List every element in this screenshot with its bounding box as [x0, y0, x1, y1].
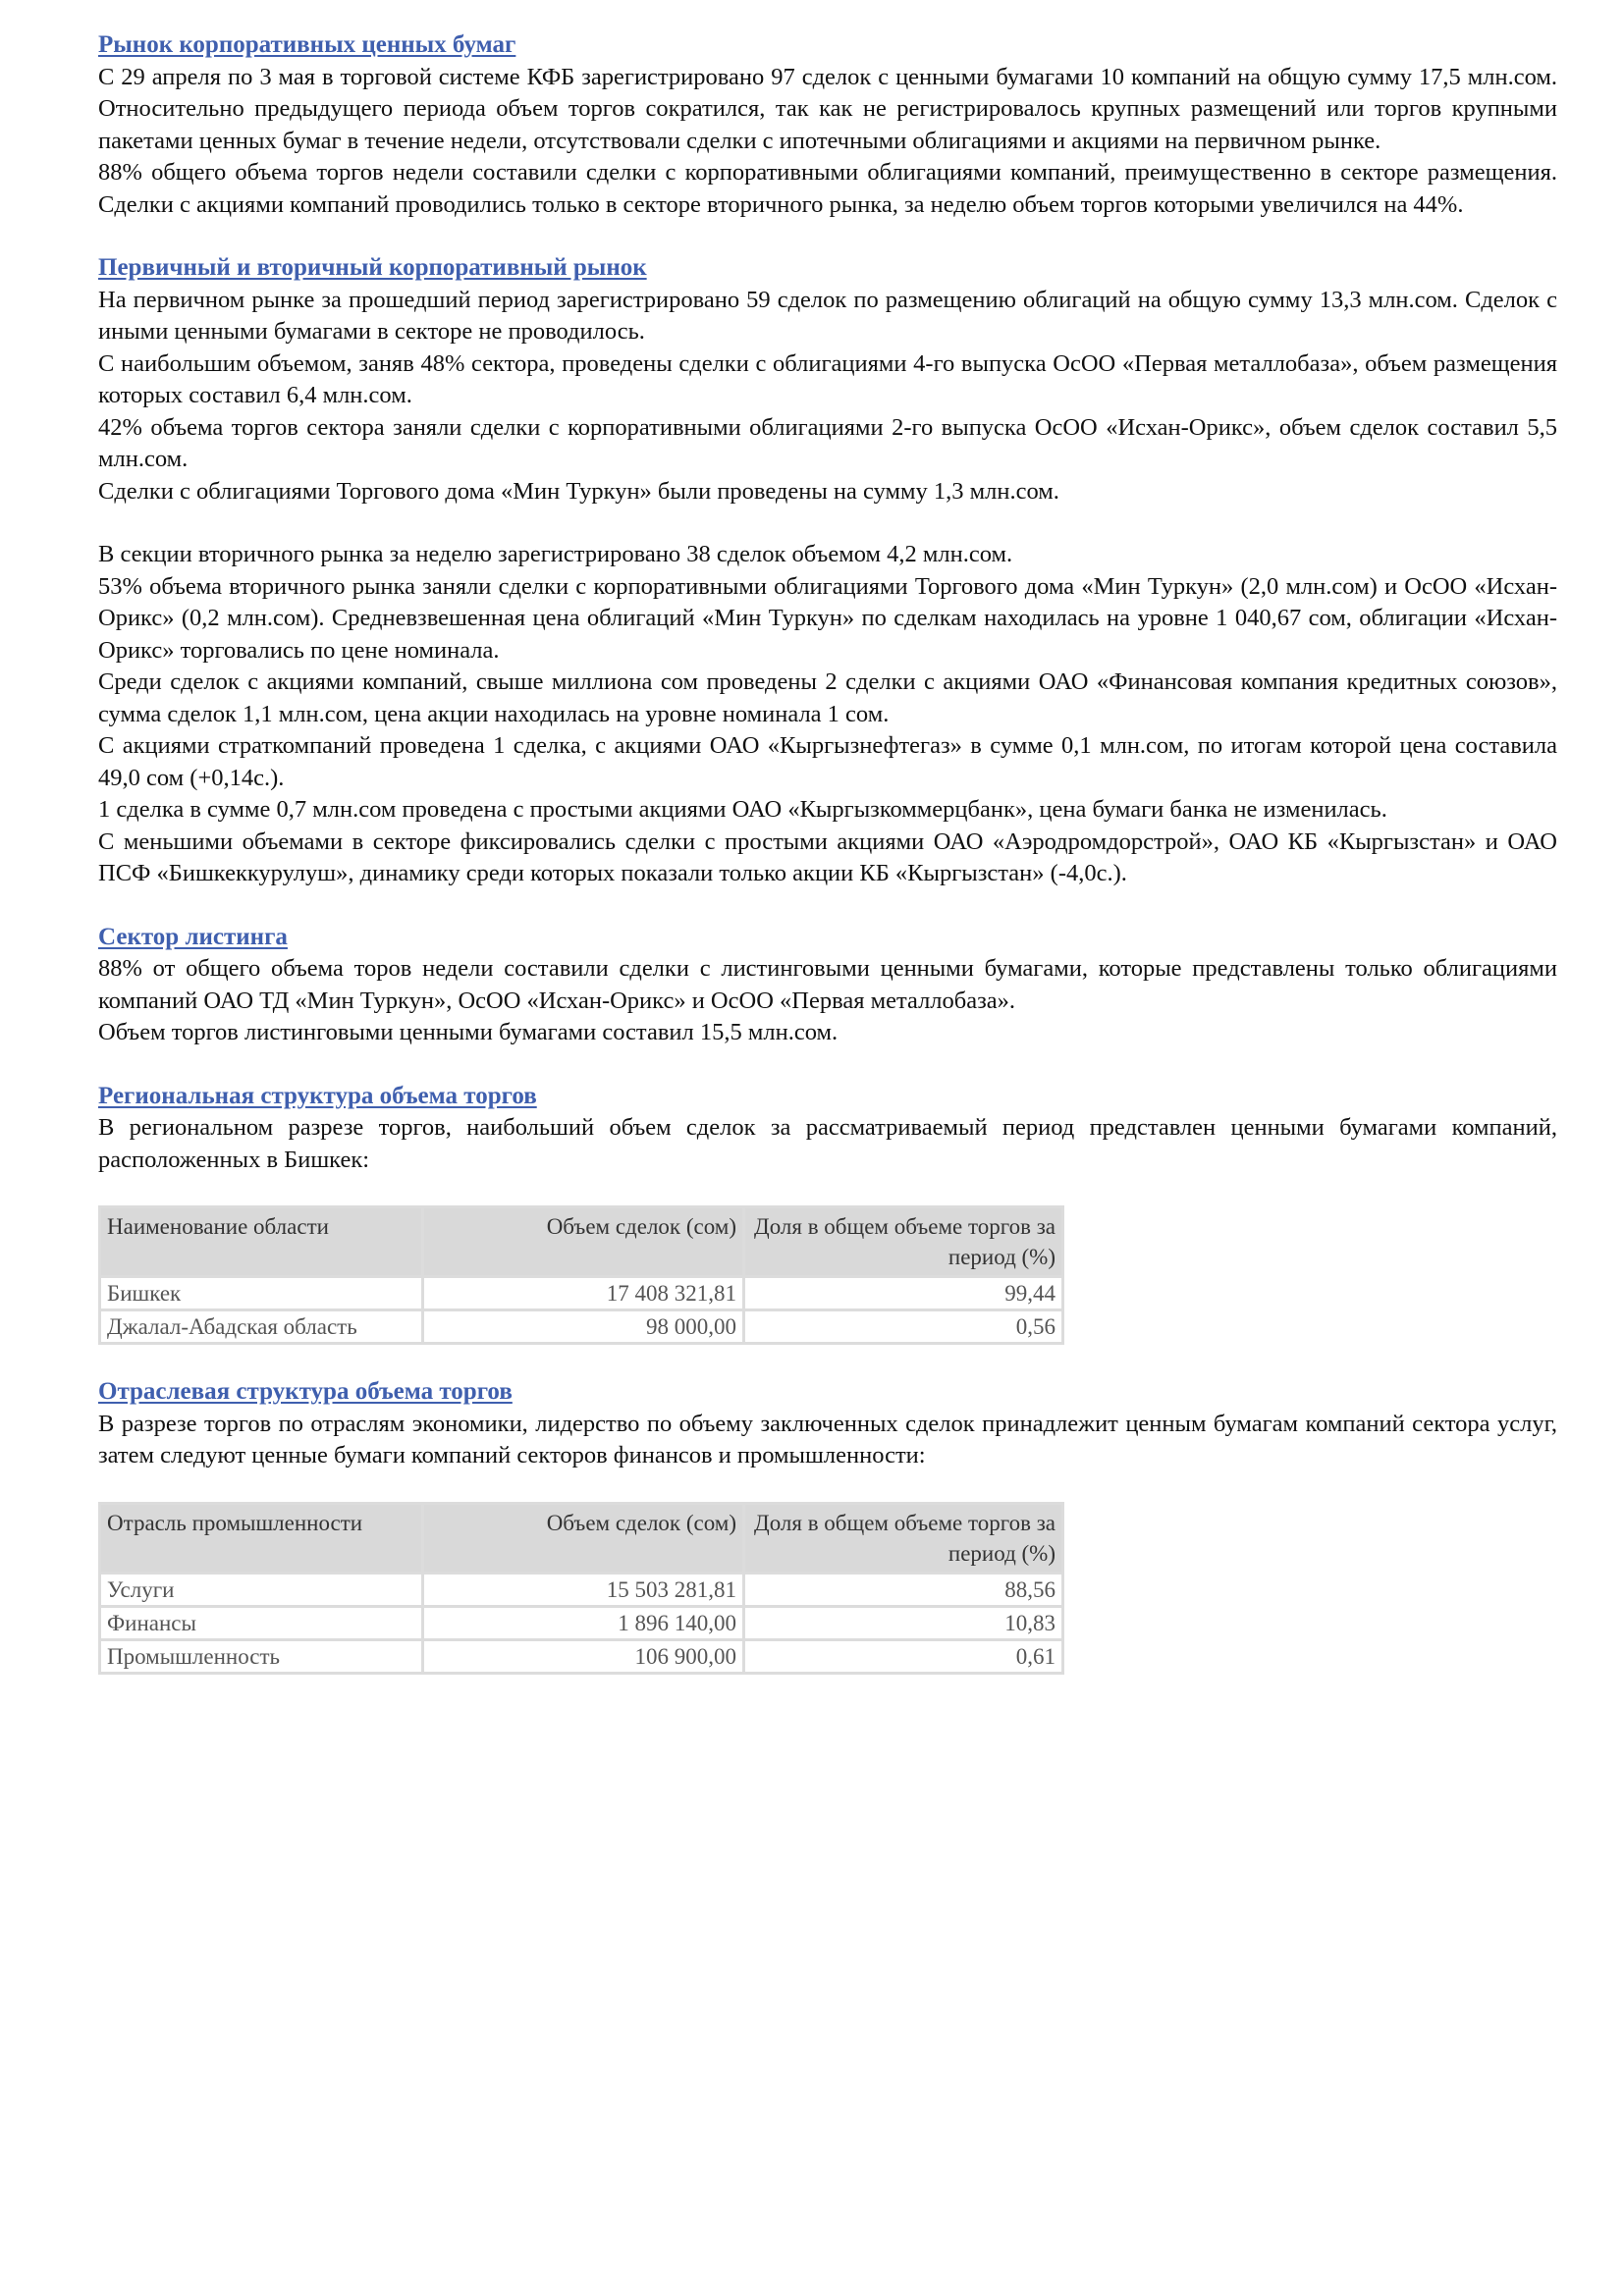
paragraph: 42% объема торгов сектора заняли сделки с корпоративными облигациями 2-го выпуска ОсОО «Исхан-Орикс», объем сделок составил 5,5 млн.сом. — [98, 413, 1557, 472]
table-cell: Финансы — [100, 1606, 423, 1639]
table-header-row — [100, 1503, 1063, 1573]
table-header-row — [100, 1207, 1063, 1277]
table-cell: 10,83 — [744, 1606, 1063, 1639]
table-cell: 1 896 140,00 — [423, 1606, 744, 1639]
table-row — [100, 1573, 1063, 1606]
paragraph: В секции вторичного рынка за неделю зарегистрировано 38 сделок объемом 4,2 млн.сом. — [98, 541, 1013, 567]
section-title-regional: Региональная структура объема торгов — [98, 1082, 537, 1109]
paragraph: В разрезе торгов по отраслям экономики, лидерство по объему заключенных сделок принадлежит ценным бумагам компаний сектора услуг, затем следуют ценные бумаги компаний секторов финансов и промышленности: — [98, 1410, 1557, 1468]
table-row — [100, 1639, 1063, 1673]
table-row — [100, 1606, 1063, 1639]
section-title-listing: Сектор листинга — [98, 923, 288, 950]
column-header: Отрасль промышленности — [100, 1503, 423, 1573]
table-cell: 15 503 281,81 — [423, 1573, 744, 1606]
column-header: Объем сделок (сом) — [423, 1207, 744, 1277]
paragraph: 53% объема вторичного рынка заняли сделки с корпоративными облигациями Торгового дома «Мин Туркун» (2,0 млн.сом) и ОсОО «Исхан-Орикс» (0,2 млн.сом). Средневзвешенная цена облигаций «Мин Туркун» по сделкам находилась на уровне 1 040,67 сом, облигации «Исхан-Орикс» торговались по цене номинала. — [98, 572, 1557, 664]
table-cell: 0,61 — [744, 1639, 1063, 1673]
table-cell: 106 900,00 — [423, 1639, 744, 1673]
paragraph: На первичном рынке за прошедший период зарегистрировано 59 сделок по размещению облигаций на общую сумму 13,3 млн.сом. Сделок с иными ценными бумагами в секторе не проводилось. — [98, 286, 1557, 345]
column-header: Наименование области — [100, 1207, 423, 1277]
paragraph: В региональном разрезе торгов, наибольший объем сделок за рассматриваемый период представлен ценными бумагами компаний, расположенных в Бишкек: — [98, 1114, 1557, 1173]
section-title-primary-secondary: Первичный и вторичный корпоративный рынок — [98, 254, 647, 281]
column-header: Доля в общем объеме торгов за период (%) — [744, 1207, 1063, 1277]
section-title-sector: Отраслевая структура объема торгов — [98, 1378, 513, 1405]
table-cell: 17 408 321,81 — [423, 1277, 744, 1310]
paragraph: 88% от общего объема торов недели составили сделки с листинговыми ценными бумагами, которые представлены только облигациями компаний ОАО ТД «Мин Туркун», ОсОО «Исхан-Орикс» и ОсОО «Первая металлобаза». — [98, 955, 1557, 1014]
table-row — [100, 1310, 1063, 1344]
table-cell: Бишкек — [100, 1277, 423, 1310]
table-cell: 88,56 — [744, 1573, 1063, 1606]
section-title-corporate-market: Рынок корпоративных ценных бумаг — [98, 31, 516, 58]
column-header: Доля в общем объеме торгов за период (%) — [744, 1503, 1063, 1573]
paragraph: Объем торгов листинговыми ценными бумагами составил 15,5 млн.сом. — [98, 1019, 839, 1045]
column-header: Объем сделок (сом) — [423, 1503, 744, 1573]
paragraph: С 29 апреля по 3 мая в торговой системе КФБ зарегистрировано 97 сделок с ценными бумагами 10 компаний на общую сумму 17,5 млн.сом. Относительно предыдущего периода объем торгов сократился, так как не регистрировалось крупных размещений или торгов крупными пакетами ценных бумаг в течение недели, отсутствовали сделки с ипотечными облигациями и акциями на первичном рынке. — [98, 63, 1557, 154]
table-row — [100, 1277, 1063, 1310]
sector-table — [98, 1502, 1064, 1675]
table-cell: Джалал-Абадская область — [100, 1310, 423, 1344]
table-cell: Промышленность — [100, 1639, 423, 1673]
table-cell: 98 000,00 — [423, 1310, 744, 1344]
table-cell: 99,44 — [744, 1277, 1063, 1310]
table-cell: 0,56 — [744, 1310, 1063, 1344]
paragraph: Сделки с облигациями Торгового дома «Мин Туркун» были проведены на сумму 1,3 млн.сом. — [98, 477, 1059, 505]
document-page — [98, 29, 1557, 1675]
paragraph: 88% общего объема торгов недели составили сделки с корпоративными облигациями компаний, преимущественно в секторе размещения. Сделки с акциями компаний проводились только в секторе вторичного рынка, за неделю объем торгов которыми увеличился на 44%. — [98, 159, 1557, 218]
paragraph: 1 сделка в сумме 0,7 млн.сом проведена с простыми акциями ОАО «Кыргызкоммерцбанк», цена бумаги банка не изменилась. — [98, 796, 1387, 823]
paragraph: С акциями страткомпаний проведена 1 сделка, с акциями ОАО «Кыргызнефтегаз» в сумме 0,1 млн.сом, по итогам которой цена составила 49,0 сом (+0,14с.). — [98, 732, 1557, 791]
paragraph: С меньшими объемами в секторе фиксировались сделки с простыми акциями ОАО «Аэродромдорстрой», ОАО КБ «Кыргызстан» и ОАО ПСФ «Бишкеккурулуш», динамику среди которых показали только акции КБ «Кыргызстан» (-4,0с.). — [98, 828, 1557, 886]
paragraph: С наибольшим объемом, заняв 48% сектора, проведены сделки с облигациями 4-го выпуска ОсОО «Первая металлобаза», объем размещения которых составил 6,4 млн.сом. — [98, 349, 1557, 408]
table-cell: Услуги — [100, 1573, 423, 1606]
regional-table — [98, 1205, 1064, 1345]
paragraph: Среди сделок с акциями компаний, свыше миллиона сом проведены 2 сделки с акциями ОАО «Финансовая компания кредитных союзов», сумма сделок 1,1 млн.сом, цена акции находилась на уровне номинала 1 сом. — [98, 668, 1557, 727]
